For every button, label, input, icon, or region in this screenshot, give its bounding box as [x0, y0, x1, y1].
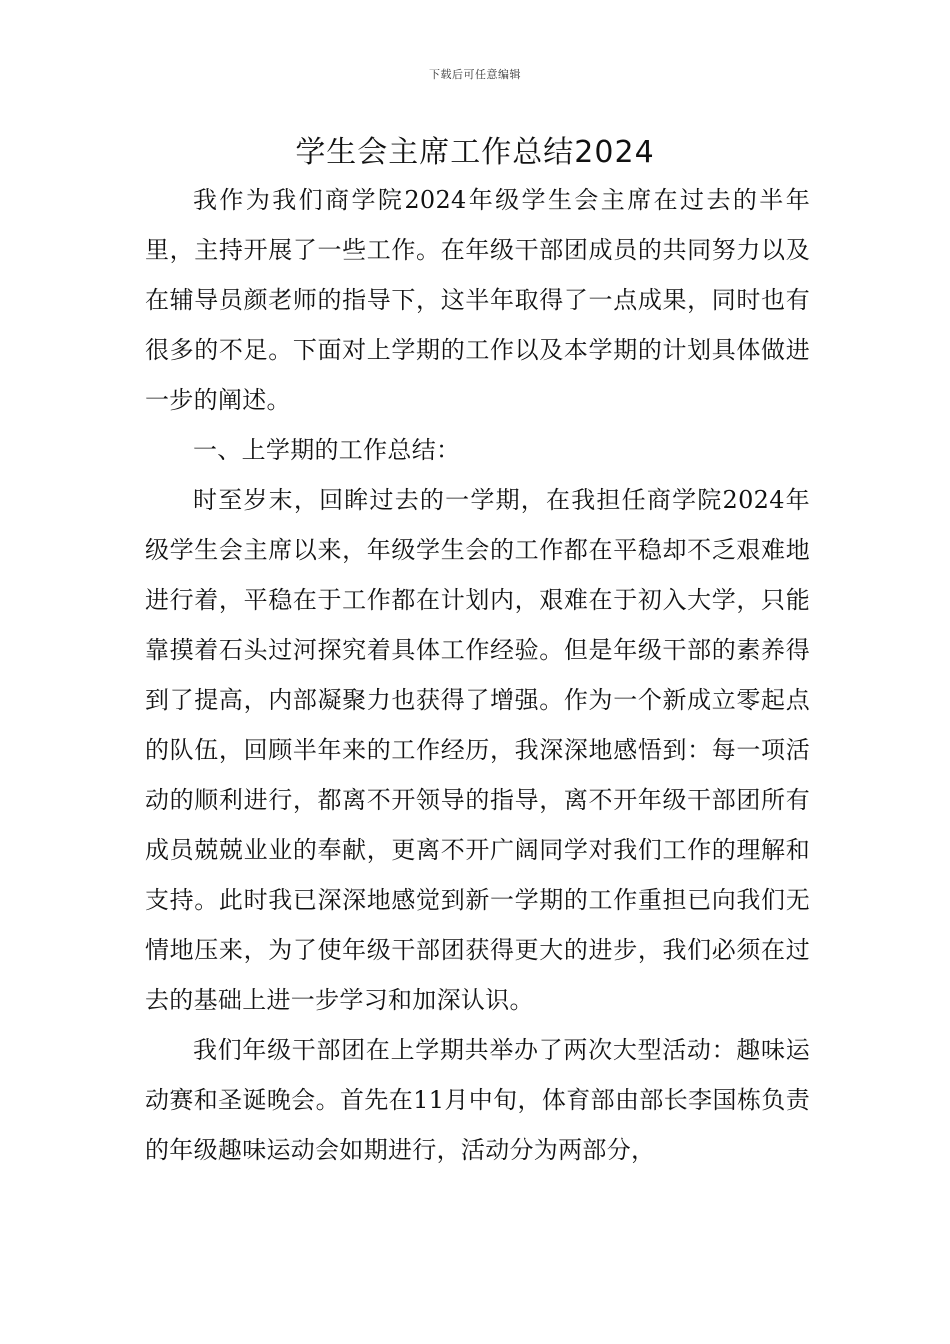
document-body — [145, 175, 810, 1175]
document-title: 学生会主席工作总结2024 — [295, 135, 655, 170]
paragraph-intro: 我作为我们商学院2024年级学生会主席在过去的半年里，主持开展了一些工作。在年级干部团成员的共同努力以及在辅导员颜老师的指导下，这半年取得了一点成果，同时也有很多的不足。下面对上学期的工作以及本学期的计划具体做进一步的阐述。 — [145, 186, 810, 414]
section-heading: 一、上学期的工作总结： — [193, 436, 461, 464]
paragraph-activities: 我们年级干部团在上学期共举办了两次大型活动：趣味运动赛和圣诞晚会。首先在11月中旬，体育部由部长李国栋负责的年级趣味运动会如期进行，活动分为两部分， — [145, 1036, 810, 1164]
header-note: 下载后可任意编辑 — [429, 68, 521, 81]
paragraph-summary: 时至岁末，回眸过去的一学期，在我担任商学院2024年级学生会主席以来，年级学生会的工作都在平稳却不乏艰难地进行着，平稳在于工作都在计划内，艰难在于初入大学，只能靠摸着石头过河探究着具体工作经验。但是年级干部的素养得到了提高，内部凝聚力也获得了增强。作为一个新成立零起点的队伍，回顾半年来的工作经历，我深深地感悟到：每一项活动的顺利进行，都离不开领导的指导，离不开年级干部团所有成员兢兢业业的奉献，更离不开广阔同学对我们工作的理解和支持。此时我已深深地感觉到新一学期的工作重担已向我们无情地压来，为了使年级干部团获得更大的进步，我们必须在过去的基础上进一步学习和加深认识。 — [145, 486, 810, 1014]
